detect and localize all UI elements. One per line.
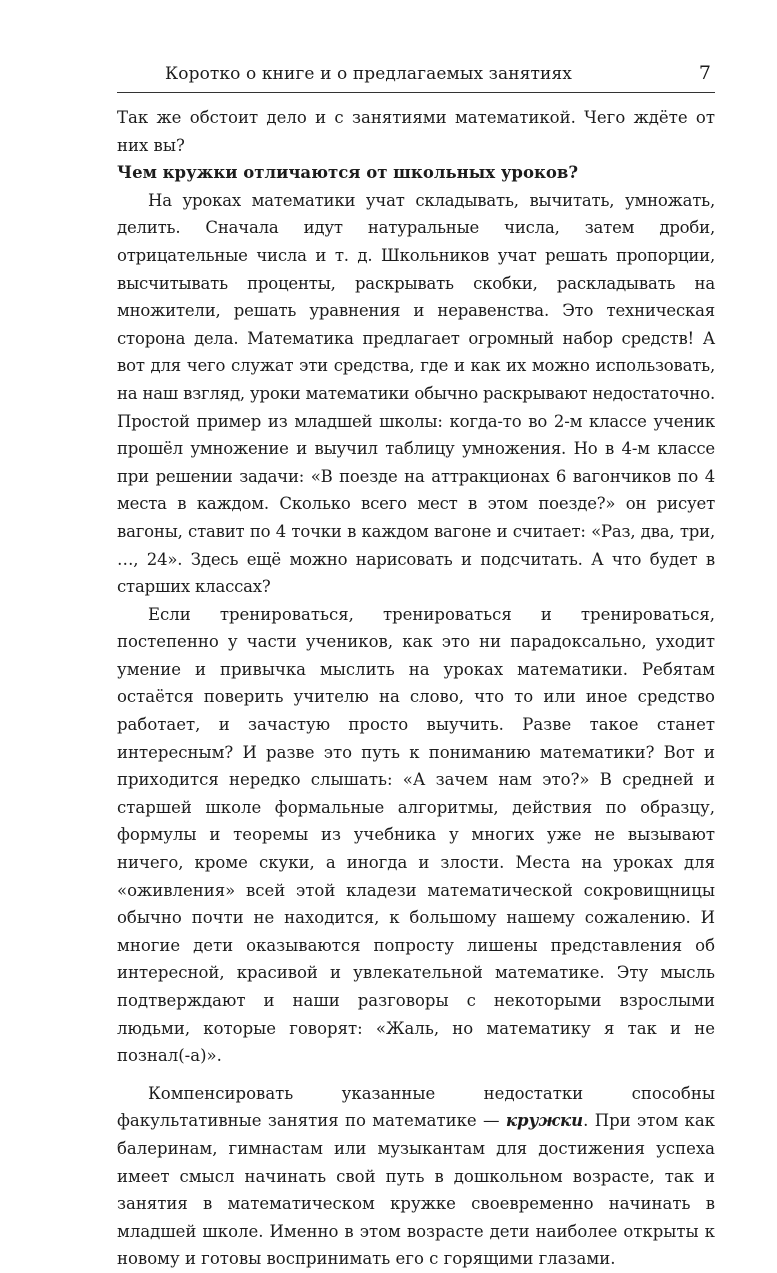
paragraph-math-circles-end: . При этом как балеринам, гимнастам или музыкантам для достижения успеха имеет смысл начинать свой путь в дошкольном возрасте, так и занятия в математическом кружке своевременно начинать в младшей школе. Именно в этом возрасте дети наиболее открыты к новому и готовы воспринимать его с горящими глазами. xyxy=(117,1111,715,1269)
paragraph-math-circles xyxy=(117,1080,715,1273)
emphasis-kruzhki: кружки xyxy=(505,1111,584,1131)
paragraph-math-circles-start: Компенсировать указанные недостатки способны факультативные занятия по математике — xyxy=(117,1083,715,1131)
paragraph-training: Если тренироваться, тренироваться и тренироваться, постепенно у части учеников, как это ни парадоксально, уходит умение и привычка мыслить на уроках математики. Ребятам остаётся поверить учителю на слово, что то или иное средство работает, и зачастую просто выучить. Разве такое станет интересным? И разве это путь к пониманию математики? Вот и приходится нередко слышать: «А зачем нам это?» В средней и старшей школе формальные алгоритмы, действия по образцу, формулы и теоремы из учебника у многих уже не вызывают ничего, кроме скуки, а иногда и злости. Места на уроках для «оживления» всей этой кладези математической сокровищницы обычно почти не находится, к большому нашему сожалению. И многие дети оказываются попросту лишены представления об интересной, красивой и увлекательной математике. Эту мысль подтверждают и наши разговоры с некоторыми взрослыми людьми, которые говорят: «Жаль, но математику я так и не познал(-а)». xyxy=(117,604,715,1066)
running-header xyxy=(117,58,715,93)
paragraph-intro: Так же обстоит дело и с занятиями математикой. Чего ждёте от них вы? xyxy=(117,108,715,155)
body-text xyxy=(117,104,715,1273)
paragraph-school-lessons: На уроках математики учат складывать, вычитать, умножать, делить. Сначала идут натуральные числа, затем дроби, отрицательные числа и т. д. Школьников учат решать пропорции, высчитывать проценты, раскрывать скобки, раскладывать на множители, решать уравнения и неравенства. Это техническая сторона дела. Математика предлагает огромный набор средств! А вот для чего служат эти средства, где и как их можно использовать, на наш взгляд, уроки математики обычно раскрывают недостаточно. Простой пример из младшей школы: когда-то во 2-м классе ученик прошёл умножение и выучил таблицу умножения. Но в 4-м классе при решении задачи: «В поезде на аттракционах 6 вагончиков по 4 места в каждом. Сколько всего мест в этом поезде?» он рисует вагоны, ставит по 4 точки в каждом вагоне и считает: «Раз, два, три, …, 24». Здесь ещё можно нарисовать и подсчитать. А что будет в старших классах? xyxy=(117,190,715,597)
section-subheading: Чем кружки отличаются от школьных уроков? xyxy=(117,163,579,183)
page-number: 7 xyxy=(698,62,711,84)
running-title: Коротко о книге и о предлагаемых занятиях xyxy=(165,64,572,84)
